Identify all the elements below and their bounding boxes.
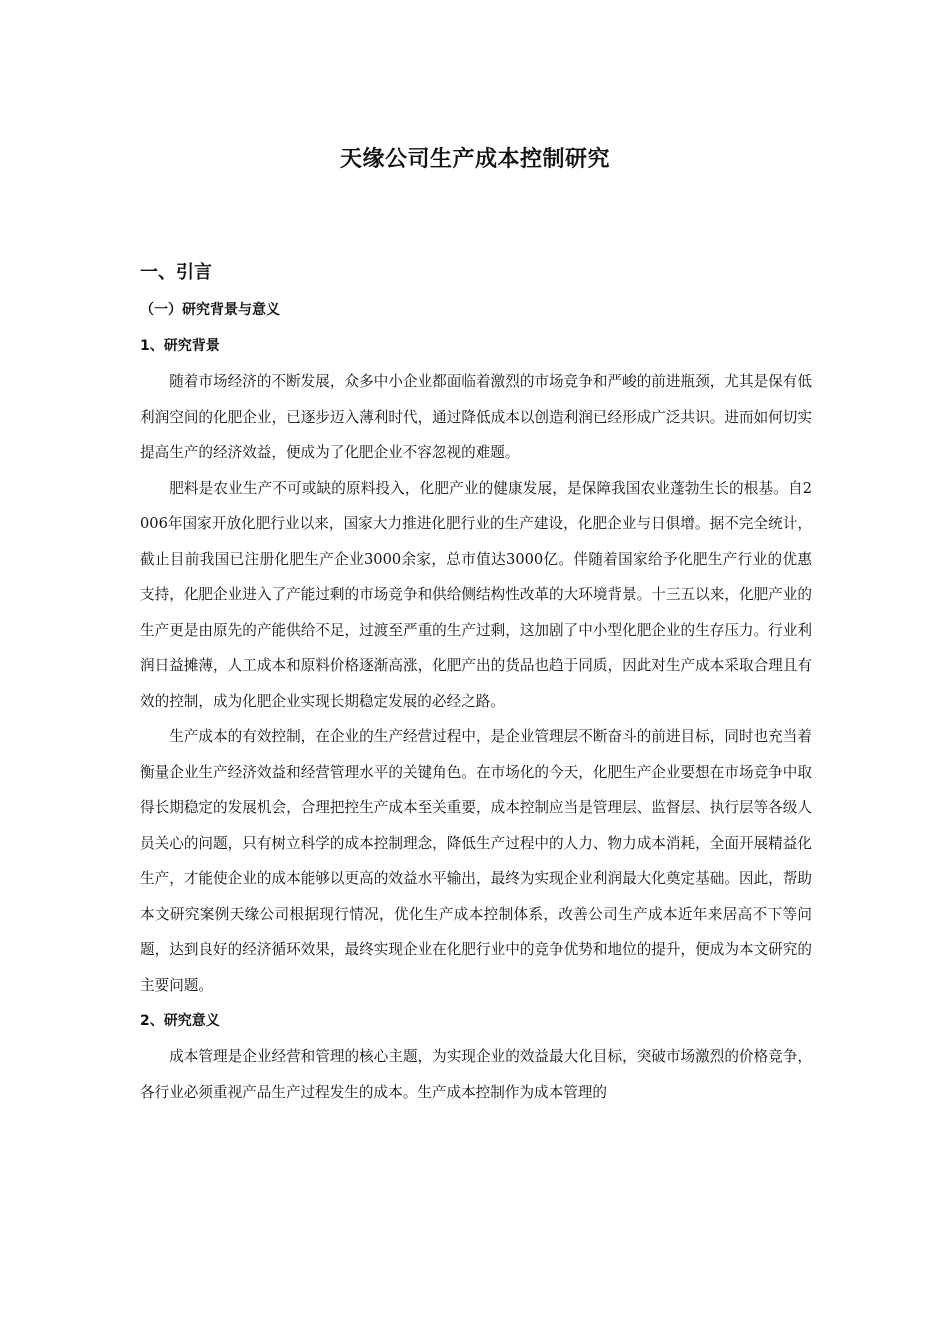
document-body — [140, 258, 812, 1110]
section-heading-introduction: 一、引言 — [140, 262, 212, 283]
item-heading-research-background: 1、研究背景 — [140, 338, 220, 354]
paragraph: 肥料是农业生产不可或缺的原料投入，化肥产业的健康发展，是保障我国农业蓬勃生长的根基。自2006年国家开放化肥行业以来，国家大力推进化肥行业的生产建设，化肥企业与日俱增。据不完全统计，截止目前我国已注册化肥生产企业3000余家，总市值达3000亿。伴随着国家给予化肥生产行业的优惠支持，化肥企业进入了产能过剩的市场竞争和供给侧结构性改革的大环境背景。十三五以来，化肥产业的生产更是由原先的产能供给不足，过渡至严重的生产过剩，这加剧了中小型化肥企业的生存压力。行业利润日益摊薄，人工成本和原料价格逐渐高涨，化肥产出的货品也趋于同质，因此对生产成本采取合理且有效的控制，成为化肥企业实现长期稳定发展的必经之路。 — [140, 479, 812, 710]
paragraph: 随着市场经济的不断发展，众多中小企业都面临着激烈的市场竞争和严峻的前进瓶颈，尤其是保有低利润空间的化肥企业，已逐步迈入薄利时代，通过降低成本以创造利润已经形成广泛共识。进而如何切实提高生产的经济效益，便成为了化肥企业不容忽视的难题。 — [140, 373, 812, 461]
document-title: 天缘公司生产成本控制研究 — [339, 147, 610, 172]
subsection-heading-background-significance: （一）研究背景与意义 — [140, 302, 280, 318]
item-heading-research-significance: 2、研究意义 — [140, 1013, 220, 1029]
paragraph: 生产成本的有效控制，在企业的生产经营过程中，是企业管理层不断奋斗的前进目标，同时也充当着衡量企业生产经济效益和经营管理水平的关键角色。在市场化的今天，化肥生产企业要想在市场竞争中取得长期稳定的发展机会，合理把控生产成本至关重要，成本控制应当是管理层、监督层、执行层等各级人员关心的问题，只有树立科学的成本控制理念，降低生产过程中的人力、物力成本消耗，全面开展精益化生产，才能使企业的成本能够以更高的效益水平输出，最终为实现企业利润最大化奠定基础。因此，帮助本文研究案例天缘公司根据现行情况，优化生产成本控制体系，改善公司生产成本近年来居高不下等问题，达到良好的经济循环效果，最终实现企业在化肥行业中的竞争优势和地位的提升，便成为本文研究的主要问题。 — [140, 728, 812, 994]
paragraph: 成本管理是企业经营和管理的核心主题，为实现企业的效益最大化目标，突破市场激烈的价格竞争，各行业必须重视产品生产过程发生的成本。生产成本控制作为成本管理的 — [140, 1048, 812, 1101]
